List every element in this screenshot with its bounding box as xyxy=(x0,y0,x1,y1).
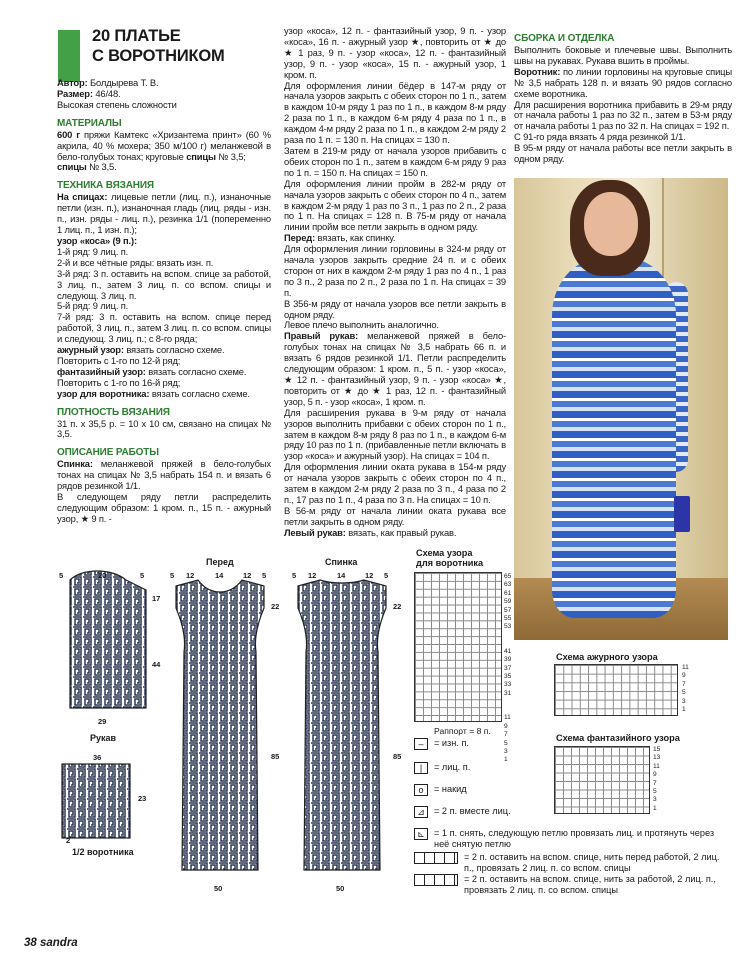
materials-needles2-label: спицы xyxy=(57,161,87,173)
density-heading: ПЛОТНОСТЬ ВЯЗАНИЯ xyxy=(57,406,170,418)
legend-yo-text: = накид xyxy=(434,784,467,794)
col2-p10: В 56-м ряду от начала линии оката рукава все петли закрыть в одном ряду. xyxy=(284,504,506,527)
materials-needles-label: спицы xyxy=(186,150,216,162)
dim-back-5b: 5 xyxy=(384,571,389,580)
density-text: 31 п. х 35,5 р. = 10 х 10 см, связано на спицах № 3,5. xyxy=(57,417,271,440)
collar-diagram-label: 1/2 воротника xyxy=(72,847,134,857)
sleeve-diagram-label: Рукав xyxy=(90,733,117,743)
row-number: 61 xyxy=(504,589,512,597)
col2-p3: Затем в 219-м ряду от начала узоров прибавить с обеих сторон по 1 п., затем в каждом 6-м ряду 9 раз по 1 п. = 150 п. На спицах = 150 п. xyxy=(284,144,506,178)
row-number: 53 xyxy=(504,623,512,631)
dim-sleeve-5a: 5 xyxy=(59,571,64,580)
dim-sleeve-20: 20 xyxy=(98,571,107,580)
dim-back-50: 50 xyxy=(336,884,345,893)
row-number: 9 xyxy=(682,672,686,680)
dim-collar-2: 2 xyxy=(66,836,71,845)
legend-cable-back-text: = 2 п. оставить на вспом. спице, нить за работой, 2 лиц. п., провязать 2 лиц. п. со вспом. спицы xyxy=(464,874,716,895)
legend-cable-front xyxy=(414,852,730,874)
model-photo xyxy=(514,178,728,640)
row-number: 9 xyxy=(504,722,508,730)
legend-k2tog-text: = 2 п. вместе лиц. xyxy=(434,806,511,816)
legend-cable-back xyxy=(414,874,730,896)
kosa-label: узор «коса» (9 п.): xyxy=(57,234,137,246)
assembly-heading: СБОРКА И ОТДЕЛКА xyxy=(514,33,615,44)
fant-scheme-rows xyxy=(653,746,660,813)
dim-front-14: 14 xyxy=(215,571,224,580)
row-number: 7 xyxy=(653,779,657,787)
column-right xyxy=(514,33,732,165)
row-number: 15 xyxy=(653,746,661,753)
row-number: 31 xyxy=(504,689,512,697)
kosa-row-2: 2-й и все чётные ряды: вязать изн. п. xyxy=(57,256,214,268)
collar-schematic xyxy=(56,758,136,844)
row-number: 3 xyxy=(682,697,686,705)
back-distribution: В следующем ряду петли распределить следующим образом: 1 кром. п., 15 п. - ажурный узор, ★ 9 п. - xyxy=(57,491,271,524)
row-number: 3 xyxy=(504,747,508,755)
legend-sl xyxy=(414,828,724,850)
legend-cable-front-text: = 2 п. оставить на вспом. спице, нить перед работой, 2 лиц. п., провязать 2 лиц. п. со вспом. спицы xyxy=(464,852,720,873)
lsleeve-text: вязать, как правый рукав. xyxy=(348,526,457,538)
col2-p8: Для расширения рукава в 9-м ряду от начала узоров выполнить прибавки с обеих сторон по 1 п., затем в каждом 8-м ряду 8 раз по 1 п., в каждом 6-м ряду 10 раз по 1 п. (прибавленные петли включать в узор «коса» и ажурный узор). На спицах = 104 п. xyxy=(284,406,506,462)
sleeve-schematic xyxy=(52,566,175,730)
materials-needles-size: № 3,5; xyxy=(218,150,246,162)
collar-scheme-title-1: Схема узора xyxy=(416,548,473,558)
fant-scheme-grid xyxy=(554,746,650,814)
kosa-row-7: 7-й ряд: 3 п. оставить на вспом. спице перед работой, 3 лиц. п., затем 3 лиц. п. со вспом. спицы и следующ. 3 лиц. п.; с 8-го ряда; xyxy=(57,311,271,345)
ajur-scheme-title: Схема ажурного узора xyxy=(556,652,658,662)
column-left xyxy=(57,78,271,525)
legend-sl-text: = 1 п. снять, следующую петлю провязать лиц. и протянуть через неё снятую петлю xyxy=(434,828,715,849)
ajur-label: ажурный узор: xyxy=(57,344,124,356)
technique-on-text: лицевые петли (лиц. п.), изнаночные петли (изн. п.), изнаночная гладь (лиц. ряды - изн. п., изн. ряды - лиц. п.), резинка 1/1 (попеременно 1 лиц. п., 1 изн. п.); xyxy=(57,191,271,236)
row-number: 55 xyxy=(504,615,512,623)
collar-pattern-text: вязать согласно схеме. xyxy=(151,387,250,399)
photo-dress xyxy=(552,258,676,618)
collar-shape xyxy=(62,764,130,838)
page-footer: 38 sandra xyxy=(24,937,78,949)
row-number: 11 xyxy=(682,664,689,671)
size-label: Размер: xyxy=(57,87,93,99)
collar-rapport: Раппорт = 8 п. xyxy=(434,726,491,736)
row-number: 13 xyxy=(653,754,661,762)
page-title xyxy=(92,26,272,66)
legend-knit-text: = лиц. п. xyxy=(434,762,471,772)
col2-p5: Для оформления линии горловины в 324-м ряду от начала узоров закрыть средние 24 п. и с обеих сторон от них в каждом 2-м ряду 1 раз по 4 п., 1 раз по 3 п., 2 раза по 2 п., 2 раза по 1 п. На спицах = 39 п. xyxy=(284,243,506,298)
fant-label: фантазийный узор: xyxy=(57,365,146,377)
ajur-scheme-grid xyxy=(554,664,678,716)
size-value: 46/48. xyxy=(95,87,121,99)
technique-on-label: На спицах: xyxy=(57,191,108,203)
row-number: 5 xyxy=(653,788,657,796)
col3-p3: С 91-го ряда вязать 4 ряда резинкой 1/1. xyxy=(514,131,686,143)
collar-pattern-label: узор для воротника: xyxy=(57,387,150,399)
row-number: 63 xyxy=(504,581,512,589)
legend-purl-text: = изн. п. xyxy=(434,738,469,748)
front-label: Перед: xyxy=(284,232,316,244)
collar-scheme-grid xyxy=(414,572,502,722)
author: Болдырева Т. В. xyxy=(90,77,159,88)
legend-yo xyxy=(414,784,467,796)
row-number: 1 xyxy=(653,804,657,812)
col2-p1: узор «коса», 12 п. - фантазийный узор, 9 п. - узор «коса», 16 п. - ажурный узор ★, повторить от ★ до ★ 1 раз, 9 п. - узор «коса», 12 п. - фантазийный узор, 9 п. - узор «коса», 15 п. - ажурный узор, 1 кром. п. xyxy=(284,25,506,80)
back-label: Спинка: xyxy=(57,458,93,470)
photo-clutch xyxy=(674,496,690,532)
col2-p4: Для оформления линии пройм в 282-м ряду от начала узоров закрыть с обеих сторон по 4 п., затем в каждом 2-м ряду 1 раз по 3 п., 1 раз по 2 п., 2 раза по 1 п. На спицах = 128 п. В 75-м ряду от начала линии пройм все петли закрыть в одном ряду. xyxy=(284,177,506,233)
knit-symbol-icon: | xyxy=(414,762,428,774)
col2-p6: В 356-м ряду от начала узоров все петли закрыть в одном ряду. xyxy=(284,297,506,320)
sleeve-shape xyxy=(70,571,146,708)
collar-scheme-title-2: для воротника xyxy=(416,558,484,568)
row-number: 39 xyxy=(504,656,512,664)
dim-front-22: 22 xyxy=(271,602,280,611)
column-middle xyxy=(284,26,506,539)
fant-repeat: Повторить с 1-го по 16-й ряд; xyxy=(57,376,181,388)
collar-label: Воротник: xyxy=(514,65,561,77)
row-number: 35 xyxy=(504,673,512,681)
row-number: 11 xyxy=(653,762,660,770)
col3-p4: В 95-м ряду от начала работы все петли закрыть в одном ряду. xyxy=(514,142,732,165)
row-number: 5 xyxy=(504,739,508,747)
row-number: 3 xyxy=(653,796,657,804)
dim-collar-36: 36 xyxy=(93,753,102,762)
dim-back-5a: 5 xyxy=(292,571,297,580)
back-schematic xyxy=(290,572,396,890)
dim-back-85: 85 xyxy=(393,752,402,761)
fant-scheme-title: Схема фантазийного узора xyxy=(556,733,680,743)
row-number: 57 xyxy=(504,606,512,614)
col2-p7: Левое плечо выполнить аналогично. xyxy=(284,319,439,331)
row-number: 33 xyxy=(504,681,512,689)
dim-front-12a: 12 xyxy=(186,571,195,580)
lsleeve-label: Левый рукав: xyxy=(284,526,346,538)
kosa-row-5: 5-й ряд: 9 лиц. п. xyxy=(57,300,129,312)
row-number: 65 xyxy=(504,573,512,580)
dim-sleeve-17: 17 xyxy=(152,594,161,603)
row-number: 1 xyxy=(682,706,686,714)
col3-p1: Выполнить боковые и плечевые швы. Выполнить швы на рукавах. Рукава вшить в проймы. xyxy=(514,44,732,66)
col2-p9: Для оформления линии оката рукава в 154-м ряду от начала узоров закрыть с обеих сторон по 4 п., затем в каждом 2-м ряду 2 раза по 3 п., 4 раза по 2 п., 17 раз по 1 п., 4 раза по 3 п. На спицах = 10 п. xyxy=(284,461,506,505)
dim-front-85: 85 xyxy=(271,752,280,761)
ajur-repeat: Повторить с 1-го по 12-й ряд; xyxy=(57,354,181,366)
row-number: 7 xyxy=(504,731,508,739)
row-number: 7 xyxy=(682,680,686,688)
author-label: Автор: xyxy=(57,77,88,88)
ajur-text: вязать согласно схеме. xyxy=(126,344,225,356)
dim-back-14: 14 xyxy=(337,571,346,580)
collar-scheme-rows xyxy=(504,573,511,765)
front-shape xyxy=(176,580,264,870)
materials-needles2-size: № 3,5. xyxy=(89,161,117,173)
col3-p2: Для расширения воротника прибавить в 29-м ряду от начала работы 1 раз по 32 п., затем в 53-м ряду от начала работы 1 раз по 32 п. На спицах = 192 п. xyxy=(514,98,732,132)
legend-purl xyxy=(414,738,469,750)
materials-heading: МАТЕРИАЛЫ xyxy=(57,117,122,129)
purl-symbol-icon: – xyxy=(414,738,428,750)
yarn-over-icon: o xyxy=(414,784,428,796)
front-text: вязать, как спинку. xyxy=(317,232,396,244)
dim-back-12a: 12 xyxy=(308,571,317,580)
row-number: 41 xyxy=(504,647,512,655)
dim-front-12b: 12 xyxy=(243,571,252,580)
photo-face xyxy=(584,192,638,256)
title-line-1: 20 ПЛАТЬЕ xyxy=(92,27,181,45)
materials-yarn: пряжи Камтекс «Хризантема принт» (60 % акрила, 40 % мохера; 350 м/100 г) меланжевой в бело-голубых тонах; xyxy=(57,128,271,162)
col2-p2: Для оформления линии бёдер в 147-м ряду от начала узоров закрыть с обеих сторон по 1 п., затем в каждом 10-м ряду 1 раз по 1 п., в каждом 8-м ряду 2 раза по 1 п., в каждом 6-м ряду 4 раза по 1 п., в каждом 4-м ряду 2 раза по 1 п., в каждом 2-м ряду 2 раза по 1 п. = 130 п. На спицах = 130 п. xyxy=(284,79,506,146)
ajur-scheme-rows xyxy=(682,664,689,714)
dim-front-5b: 5 xyxy=(262,571,267,580)
row-number: 1 xyxy=(504,756,508,764)
front-diagram-label: Перед xyxy=(206,557,234,567)
row-number: 9 xyxy=(653,771,657,779)
fant-text: вязать согласно схеме. xyxy=(148,365,247,377)
difficulty: Высокая степень сложности xyxy=(57,98,177,110)
rsleeve-label: Правый рукав: xyxy=(284,330,359,342)
dim-back-12b: 12 xyxy=(365,571,374,580)
dim-front-50: 50 xyxy=(214,884,223,893)
slip-icon: ⊾ xyxy=(414,828,428,840)
cable-back-icon xyxy=(414,874,458,886)
front-schematic xyxy=(168,572,274,890)
materials-circular: круговые xyxy=(145,150,184,162)
dim-sleeve-29: 29 xyxy=(98,717,107,726)
back-diagram-label: Спинка xyxy=(325,557,358,567)
work-heading: ОПИСАНИЕ РАБОТЫ xyxy=(57,447,159,459)
row-number: 59 xyxy=(504,598,512,606)
back-text: меланжевой пряжей в бело-голубых тонах на спицах № 3,5 набрать 154 п. и вязать 6 рядов резинкой 1/1. xyxy=(57,458,271,492)
row-number: 37 xyxy=(504,664,512,672)
cable-front-icon xyxy=(414,852,458,864)
kosa-row-1: 1-й ряд: 9 лиц. п. xyxy=(57,245,129,257)
collar-scheme-title xyxy=(416,548,483,568)
technique-heading: ТЕХНИКА ВЯЗАНИЯ xyxy=(57,180,154,192)
row-number: 5 xyxy=(682,689,686,697)
materials-amount: 600 г xyxy=(57,128,80,140)
title-accent-bar xyxy=(58,30,80,82)
kosa-row-3: 3-й ряд: 3 п. оставить на вспом. спице за работой, 3 лиц. п., затем 3 лиц. п. со вспом. спицы и следующ. 3 лиц. п. xyxy=(57,267,271,301)
dim-collar-23: 23 xyxy=(138,794,147,803)
back-shape xyxy=(298,580,386,870)
dim-front-5a: 5 xyxy=(170,571,175,580)
dim-sleeve-5b: 5 xyxy=(140,571,145,580)
rsleeve-text: меланжевой пряжей в бело-голубых тонах на спицах № 3,5 набрать 66 п. и вязать 6 рядов резинкой 1/1. Петли распределить следующим образом: 1 кром. п., 5 п. - узор «коса», ★ 12 п. - фантазийный узор, 9 п. - узор «коса» ★, повторить от ★ до ★ 1 раз, 12 п. - фантазийный узор, 5 п. - узор «коса», 1 кром. п. xyxy=(284,330,506,407)
legend-k2tog xyxy=(414,806,511,818)
dim-sleeve-44: 44 xyxy=(152,660,161,669)
k2tog-icon: ⊿ xyxy=(414,806,428,818)
row-number: 11 xyxy=(504,714,511,722)
collar-text: по линии горловины на круговые спицы № 3,5 набрать 128 п. и вязать 90 рядов согласно схеме воротника. xyxy=(514,65,732,99)
dim-back-22: 22 xyxy=(393,602,402,611)
title-line-2: С ВОРОТНИКОМ xyxy=(92,47,225,65)
legend-knit xyxy=(414,762,470,774)
